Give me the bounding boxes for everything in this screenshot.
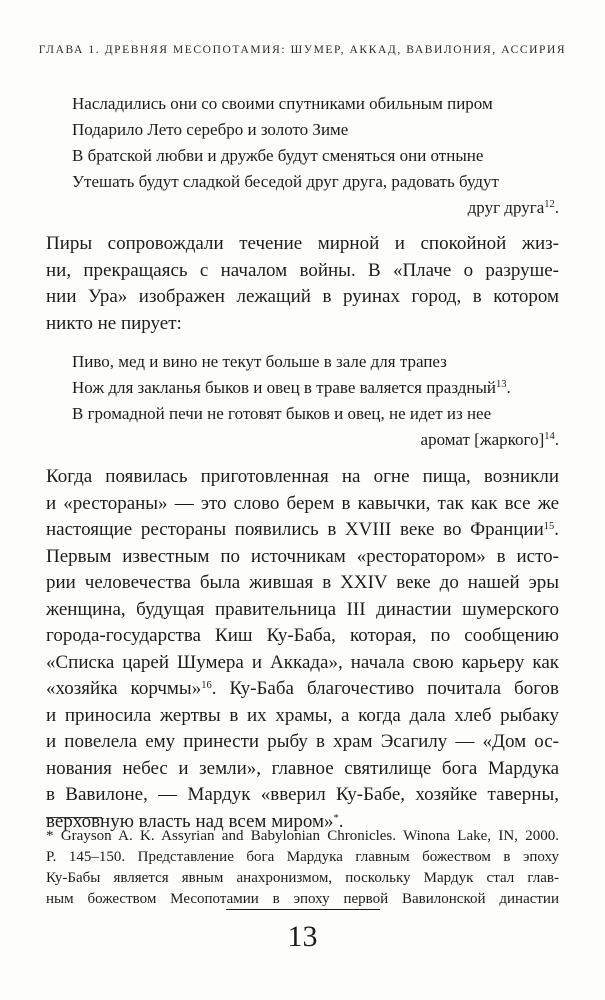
- verse-line: Подарило Лето серебро и золото Зиме: [72, 120, 349, 139]
- paragraph-feasts: [46, 231, 559, 337]
- paragraph-line: «Списка царей Шумера и Аккада», начала свою карьеру как: [46, 651, 559, 673]
- verse-line: В братской любви и дружбе будут сменяться они отныне: [72, 146, 484, 165]
- paragraph-line: нии Ура» изображен лежащий в руинах город, в котором: [46, 286, 559, 307]
- footnote-ref-12[interactable]: 12: [544, 199, 555, 210]
- paragraph-line: и повелела ему принести рыбу в храм Эсагилу — «Дом ос-: [46, 731, 559, 752]
- paragraph-line: Первым известным по источникам «ресторатором» в исто-: [46, 545, 559, 567]
- footnote-line: P. 145–150. Представление бога Мардука главным божеством в эпоху: [46, 849, 559, 865]
- verse-line-end: друг друга$^{12}$.: [467, 198, 559, 217]
- paragraph-line: Пиры сопровождали течение мирной и спокойной жиз-: [46, 233, 559, 254]
- paragraph-line: женщина, будущая правительница III династии шумерского: [46, 598, 559, 620]
- verse-line: Насладились они со своими спутниками обильным пиром: [72, 94, 493, 113]
- paragraph-line: рии человечества была жившая в XXIV веке до нашей эры: [46, 572, 559, 593]
- paragraph-line: в Вавилоне, — Мардук «вверил Ку-Бабе, хозяйке таверны,: [46, 784, 559, 805]
- verse-text: друг друга: [467, 198, 545, 217]
- page-number: 13: [287, 920, 318, 953]
- verse-line-end: аромат [жаркого]$^{14}$.: [420, 430, 559, 449]
- verse-quote-1: [72, 91, 559, 221]
- paragraph-line: [46, 676, 559, 703]
- running-head: ГЛАВА 1. ДРЕВНЯЯ МЕСОПОТАМИЯ: ШУМЕР, АККАД, ВАВИЛОНИЯ, АССИРИЯ: [38, 44, 567, 56]
- verse-line: Утешать будут сладкой беседой друг друга, радовать будут: [72, 172, 499, 191]
- footnote-line: ным божеством Месопотамии в эпоху первой Вавилонской династии: [46, 891, 559, 907]
- footnote-ref-13[interactable]: 13: [496, 379, 507, 390]
- footnote: [46, 826, 559, 910]
- verse-line: Нож для закланья быков и овец в траве валяется праздный$^{13}$.: [72, 378, 511, 397]
- verse-text: аромат [жаркого]: [420, 430, 545, 449]
- verse-text: Нож для закланья быков и овец в траве валяется праздный: [72, 378, 497, 397]
- paragraph-text: .: [338, 810, 344, 832]
- paragraph-line: нования небес и земли», главное святилище бога Мардука: [46, 757, 559, 779]
- paragraph-text: настоящие рестораны появились в XVIII веке во Франции: [46, 519, 544, 540]
- footnote-ref-star[interactable]: *: [333, 812, 339, 824]
- footnote-divider: [46, 817, 102, 818]
- paragraph-line: и приносила жертвы в их храмы, а когда дала хлеб рыбаку: [46, 704, 559, 726]
- footnote-ref-15[interactable]: 15: [543, 521, 555, 532]
- footnote-line: Ку-Бабы является явным анахронизмом, поскольку Мардук стал глав-: [46, 870, 559, 886]
- footnote-ref-14[interactable]: 14: [544, 431, 555, 442]
- footnote-ref-16[interactable]: 16: [201, 680, 212, 691]
- paragraph-restaurants: [46, 464, 559, 835]
- paragraph-line: никто не пирует:: [46, 312, 182, 334]
- verse-line: В громадной печи не готовят быков и овец, не идет из нее: [72, 404, 492, 423]
- paragraph-line: настоящие рестораны появились в XVIII веке во Франции$^{15}$.: [46, 519, 559, 540]
- paragraph-line: ни, прекращаясь с началом войны. В «Плаче о разруше-: [46, 259, 559, 281]
- paragraph-line: города-государства Киш Ку-Баба, которая, по сообщению: [46, 625, 559, 646]
- paragraph-line: Когда появилась приготовленная на огне пища, возникли: [46, 466, 559, 487]
- footnote-line: * Grayson A. K. Assyrian and Babylonian Chronicles. Winona Lake, IN, 2000.: [46, 828, 559, 844]
- paragraph-text: верховную власть над всем миром»: [46, 810, 334, 832]
- verse-line: Пиво, мед и вино не текут больше в зале для трапез: [72, 352, 447, 371]
- paragraph-text: «хозяйка корчмы»: [46, 678, 202, 699]
- verse-quote-2: [72, 349, 559, 453]
- paragraph-line: и «рестораны» — это слово берем в кавычки, так как все же: [46, 492, 559, 514]
- paragraph-text: . Ку-Баба благочестиво почитала богов: [211, 678, 559, 699]
- page-number-rule: [226, 909, 380, 910]
